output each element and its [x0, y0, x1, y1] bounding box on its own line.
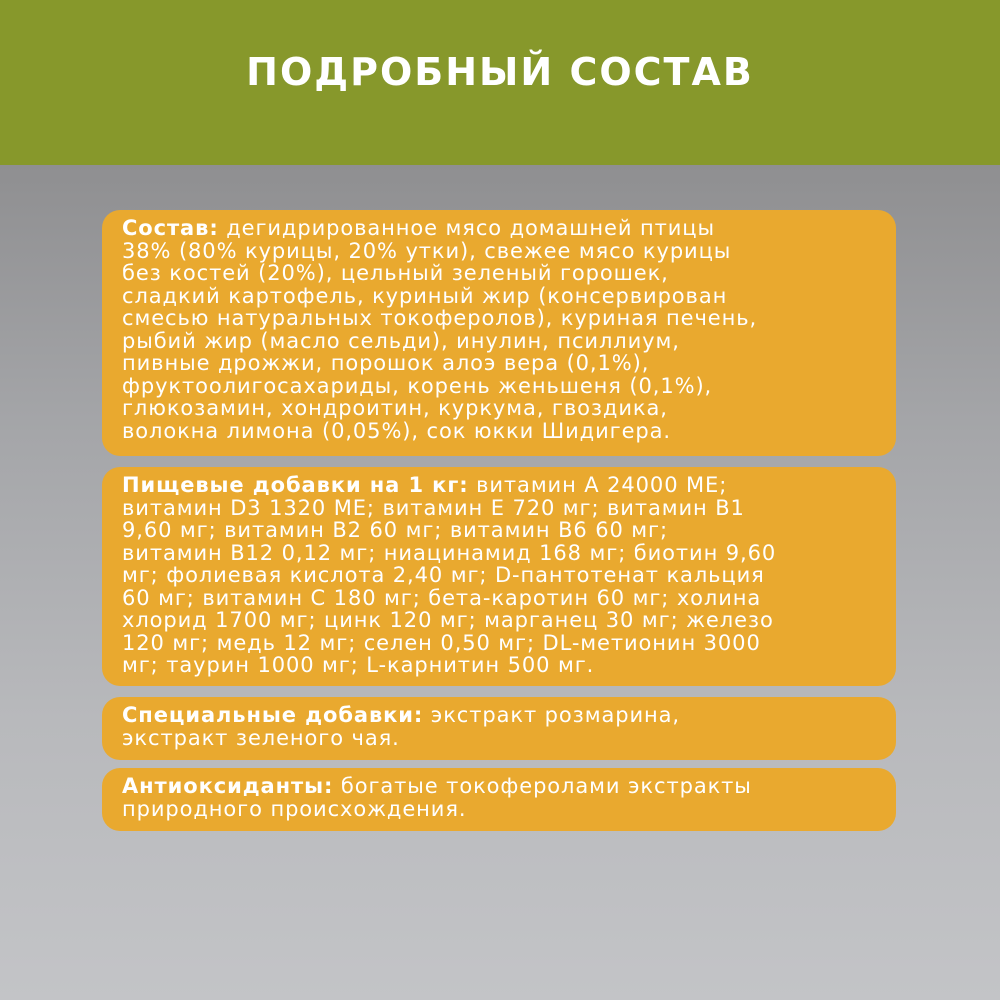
special-additives-label: Специальные добавки:: [122, 703, 424, 727]
composition-line: сладкий картофель, куриный жир (консервирован: [122, 283, 728, 308]
composition-label: Состав:: [122, 216, 219, 240]
special-additives-line: Специальные добавки: экстракт розмарина,: [122, 703, 680, 727]
composition-line: глюкозамин, хондроитин, куркума, гвоздика,: [122, 396, 668, 420]
antioxidants-label: Антиоксиданты:: [122, 774, 334, 798]
composition-line: Состав: дегидрированное мясо домашней птицы: [122, 216, 715, 240]
additives-line: витамин D3 1320 МЕ; витамин Е 720 мг; витамин В1: [122, 495, 745, 520]
special-additives-line: экстракт зеленого чая.: [122, 725, 400, 750]
additives-line: 60 мг; витамин С 180 мг; бета-каротин 60 мг; холина: [122, 585, 762, 610]
composition-line: фруктоолигосахариды, корень женьшеня (0,1%),: [122, 373, 713, 398]
page-title: ПОДРОБНЫЙ СОСТАВ: [246, 50, 754, 94]
composition-line: смесью натуральных токоферолов), куриная печень,: [122, 306, 758, 330]
antioxidants-line: Антиоксиданты: богатые токоферолами экстракты: [122, 774, 752, 798]
additives-line: мг; фолиевая кислота 2,40 мг; D-пантотенат кальция: [122, 563, 765, 587]
header-banner: [0, 0, 1000, 165]
additives-line: 9,60 мг; витамин В2 60 мг; витамин В6 60 мг;: [122, 518, 668, 542]
composition-line: без костей (20%), цельный зеленый горошек,: [122, 261, 669, 285]
additives-line: хлорид 1700 мг; цинк 120 мг; марганец 30 мг; железо: [122, 608, 774, 632]
antioxidants-card: [102, 768, 896, 831]
composition-line: волокна лимона (0,05%), сок юкки Шидигера.: [122, 418, 671, 443]
composition-card: [102, 210, 896, 456]
special-additives-card: [102, 697, 896, 760]
antioxidants-line: природного происхождения.: [122, 796, 467, 821]
additives-line: 120 мг; медь 12 мг; селен 0,50 мг; DL-метионин 3000: [122, 630, 761, 655]
composition-line: пивные дрожжи, порошок алоэ вера (0,1%),: [122, 351, 650, 375]
additives-line: витамин В12 0,12 мг; ниацинамид 168 мг; биотин 9,60: [122, 540, 777, 565]
additives-line: мг; таурин 1000 мг; L-карнитин 500 мг.: [122, 653, 595, 677]
additives-line: Пищевые добавки на 1 кг: витамин А 24000 МЕ;: [122, 473, 728, 497]
composition-line: рыбий жир (масло сельди), инулин, псиллиум,: [122, 328, 680, 353]
nutritional-additives-card: [102, 467, 896, 686]
additives-label: Пищевые добавки на 1 кг:: [122, 473, 469, 497]
composition-line: 38% (80% курицы, 20% утки), свежее мясо курицы: [122, 238, 732, 263]
